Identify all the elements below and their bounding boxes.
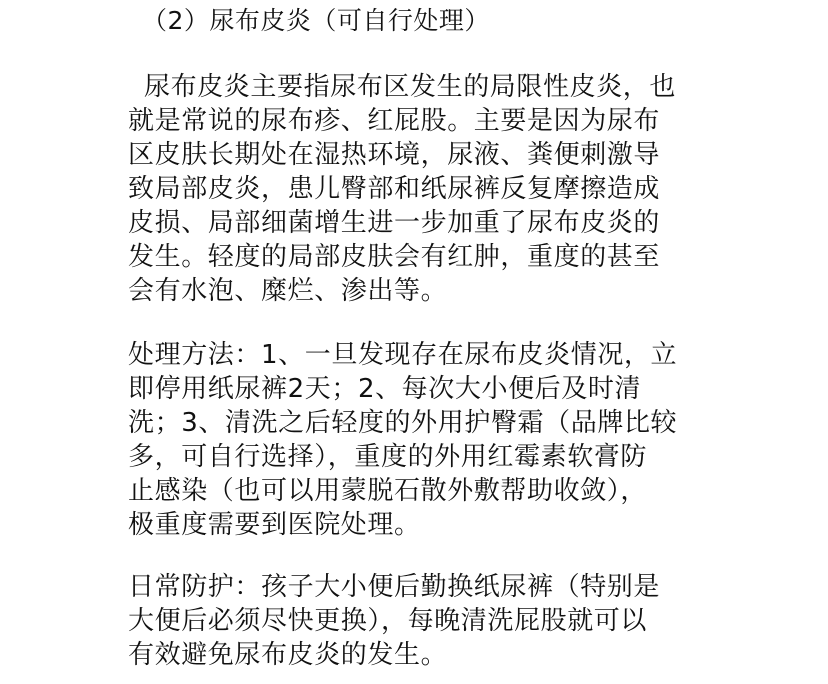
text-line: 尿布皮炎主要指尿布区发生的局限性皮炎，也 (144, 72, 677, 102)
paragraph-description (128, 70, 748, 308)
text-line: 止感染（也可以用蒙脱石散外敷帮助收敛）， (128, 476, 648, 506)
text-line: 会有水泡、糜烂、渗出等。 (128, 276, 448, 306)
text-line: 洗；3、清洗之后轻度的外用护臀霜（品牌比较 (128, 408, 678, 438)
text-line: 区皮肤长期处在湿热环境，尿液、粪便刺激导 (128, 140, 661, 170)
text-line: 大便后必须尽快更换），每晚清洗屁股就可以 (128, 606, 648, 636)
text-line: 即停用纸尿裤2天；2、每次大小便后及时清 (128, 374, 642, 404)
text-line: 致局部皮炎，患儿臀部和纸尿裤反复摩擦造成 (128, 174, 661, 204)
text-line: 多，可自行选择），重度的外用红霉素软膏防 (128, 442, 648, 472)
text-line: 就是常说的尿布疹、红屁股。主要是因为尿布 (128, 106, 661, 136)
section-title: （2）尿布皮炎（可自行处理） (142, 6, 490, 35)
text-line: 处理方法：1、一旦发现存在尿布皮炎情况，立 (128, 340, 678, 370)
text-line: 发生。轻度的局部皮肤会有红肿，重度的甚至 (128, 242, 661, 272)
paragraph-prevention (128, 570, 748, 672)
paragraph-treatment (128, 338, 748, 542)
text-line: 有效避免尿布皮炎的发生。 (128, 640, 448, 670)
text-line: 皮损、局部细菌增生进一步加重了尿布皮炎的 (128, 208, 661, 238)
text-line: 日常防护：孩子大小便后勤换纸尿裤（特别是 (128, 572, 661, 602)
text-line: 极重度需要到医院处理。 (128, 510, 421, 540)
